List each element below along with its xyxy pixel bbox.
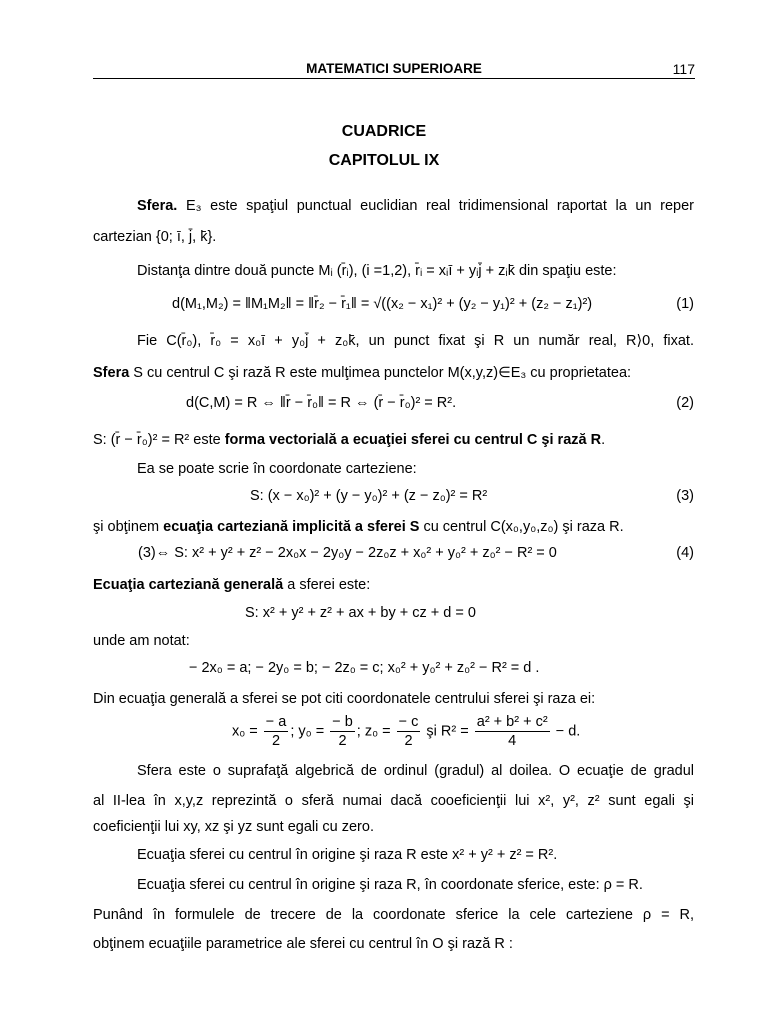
vector-form-bold: forma vectorială a ecuaţiei sferei cu centrul C şi rază R [224, 432, 602, 448]
equation-3-number: (3) [676, 488, 694, 504]
paragraph-algebraic-line1 [93, 762, 694, 780]
fraction-b [330, 713, 355, 750]
implicit-post: cu centrul C(x₀,y₀,z₀) şi raza R. [419, 519, 624, 535]
running-title: MATEMATICI SUPERIOARE [306, 61, 482, 76]
paragraph-spherical: Ecuaţia sferei cu centrul în origine şi raza R, în coordonate sferice, este: ρ = R. [137, 877, 643, 893]
implicit-pre: şi obţinem [93, 519, 164, 535]
eq7-si: şi R² = [422, 723, 469, 740]
equation-1: d(M₁,M₂) = ‖M₁M₂‖ = ‖r̄₂ − r̄₁‖ = √((x₂ − x₁)² + (y₂ − y₁)² + (z₂ − z₁)²) [172, 296, 593, 312]
fraction-c [397, 713, 421, 750]
fraction-b-den: 2 [338, 733, 347, 749]
fraction-c-den: 2 [404, 733, 413, 749]
term-sfera: Sfera. [137, 198, 178, 214]
paragraph-vector-form [93, 431, 605, 449]
equation-center-radius [232, 713, 580, 750]
fraction-b-num: − b [332, 714, 353, 730]
eq7-y0: ; y₀ = [290, 723, 325, 740]
paragraph-sphere-intro-line2: cartezian {0; ī, j̄, k̄}. [93, 229, 217, 245]
equation-4-number: (4) [676, 545, 694, 561]
paragraph-distance: Distanţa dintre două puncte Mᵢ (r̄ᵢ), (i =1,2), r̄ᵢ = xᵢī + yᵢj̄ + zᵢk̄ din spaţiu este: [137, 263, 617, 279]
term-sfera-def: Sfera [93, 365, 130, 381]
general-bold: Ecuaţia carteziană generală [93, 577, 284, 593]
general-post: a sferei este: [283, 577, 371, 593]
fraction-r-den: 4 [508, 733, 517, 749]
paragraph-notation: unde am notat: [93, 633, 190, 649]
vector-form-post: . [601, 432, 606, 448]
fraction-r-num: a² + b² + c² [476, 714, 548, 730]
eq7-tail: − d. [555, 723, 581, 740]
fie-line1-text: Fie C(r̄₀), r̄₀ = x₀ī + y₀j̄ + z₀k̄, un punct fixat şi R un număr real, R⟩0, fixat. [137, 333, 694, 349]
chapter-number: CAPITOLUL IX [328, 152, 440, 169]
equation-general: S: x² + y² + z² + ax + by + cz + d = 0 [245, 605, 476, 621]
page-number: 117 [672, 61, 695, 77]
paragraph-parametric-line2: obţinem ecuaţiile parametrice ale sferei cu centrul în O şi rază R : [93, 936, 513, 952]
equation-2-number: (2) [676, 395, 694, 411]
fraction-c-num: − c [398, 714, 419, 730]
page-header [93, 60, 695, 79]
chapter-title: CUADRICE [341, 123, 427, 140]
fraction-a-num: − a [265, 714, 287, 730]
paragraph-implicit [93, 518, 624, 536]
intro-line1-text: E₃ este spaţiul punctual euclidian real tridimensional raportat la un reper [185, 198, 694, 214]
paragraph-origin: Ecuaţia sferei cu centrul în origine şi raza R este x² + y² + z² = R². [137, 847, 558, 863]
paragraph-parametric-line1 [93, 906, 694, 924]
equation-2: d(C,M) = R ⇔ ‖r̄ − r̄₀‖ = R ⇔ (r̄ − r̄₀)² = R². [186, 395, 457, 411]
paragraph-fie-line1 [93, 332, 694, 350]
eq7-x0: x₀ = [232, 723, 258, 740]
paragraph-sphere-intro-line1 [93, 197, 694, 215]
paragraph-general [93, 576, 370, 594]
algebraic-line1-text: Sfera este o suprafaţă algebrică de ordinul (gradul) al doilea. O ecuaţie de gradul [137, 763, 694, 779]
paragraph-algebraic-line2 [93, 792, 694, 810]
parametric-line1-text: Punând în formulele de trecere de la coordonate sferice la cele carteziene ρ = R, [93, 907, 694, 923]
fraction-r [475, 713, 550, 750]
equation-4: (3)⇔ S: x² + y² + z² − 2x₀x − 2y₀y − 2z₀z + x₀² + y₀² + z₀² − R² = 0 [138, 545, 557, 561]
equation-notation: − 2x₀ = a; − 2y₀ = b; − 2z₀ = c; x₀² + y₀² + z₀² − R² = d . [189, 660, 540, 676]
equation-3: S: (x − x₀)² + (y − y₀)² + (z − z₀)² = R² [250, 488, 488, 504]
paragraph-algebraic-line3: coeficienţii lui xy, xz şi yz sunt egali cu zero. [93, 819, 374, 835]
equation-1-number: (1) [676, 296, 694, 312]
fraction-a [264, 713, 289, 750]
paragraph-fie-line2 [93, 364, 631, 382]
paragraph-cartesian: Ea se poate scrie în coordonate carteziene: [137, 461, 417, 477]
vector-form-pre: S: (r̄ − r̄₀)² = R² este [93, 432, 225, 448]
fraction-a-den: 2 [272, 733, 281, 749]
fie-line2-text: S cu centrul C şi rază R este mulţimea punctelor M(x,y,z)∈E₃ cu proprietatea: [129, 365, 632, 381]
eq7-z0: ; z₀ = [356, 723, 391, 740]
algebraic-line2-text: al II-lea în x,y,z reprezintă o sferă numai dacă cooeficienţii lui x², y², z² sunt egali şi [93, 793, 694, 809]
paragraph-center-radius: Din ecuaţia generală a sferei se pot citi coordonatele centrului sferei şi raza ei: [93, 691, 596, 707]
implicit-bold: ecuaţia carteziană implicită a sferei S [163, 519, 420, 535]
